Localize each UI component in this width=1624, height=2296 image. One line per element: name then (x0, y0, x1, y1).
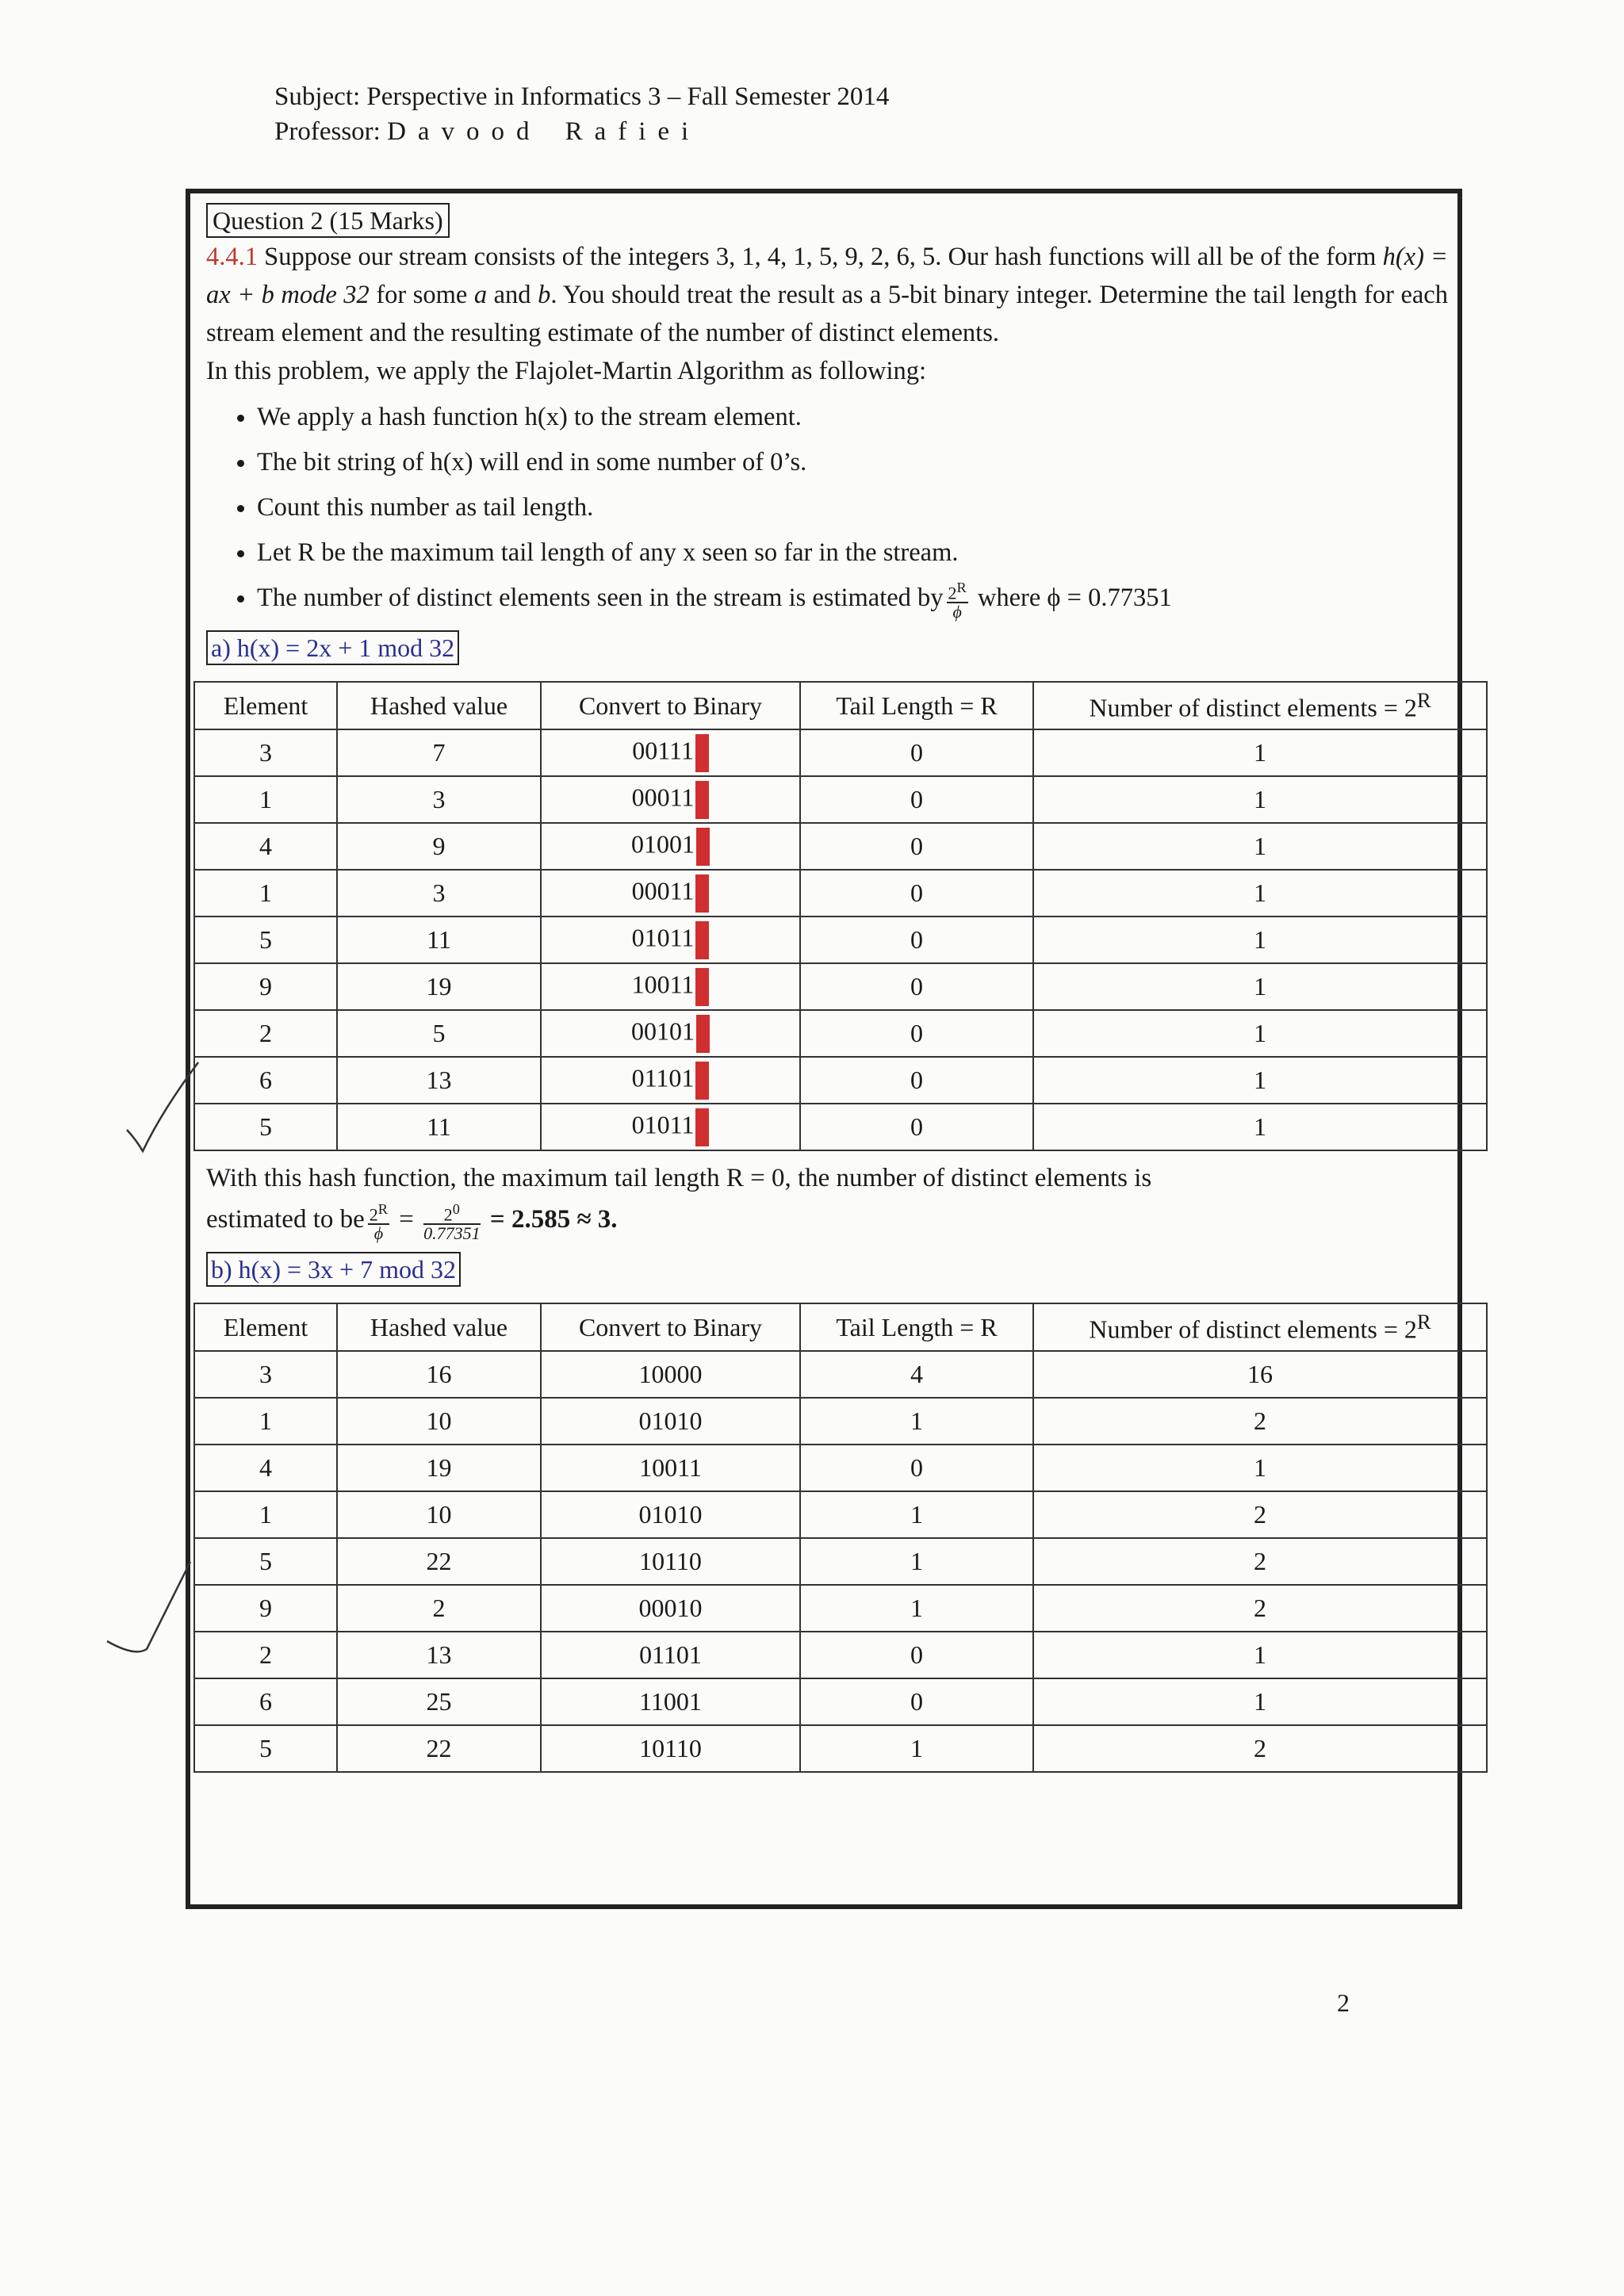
table-cell: 25 (337, 1678, 541, 1725)
table-cell: 01101 (541, 1632, 800, 1678)
table-cell: 1 (800, 1398, 1033, 1445)
part-b-label: b) h(x) = 3x + 7 mod 32 (206, 1252, 461, 1287)
column-header: Convert to Binary (541, 682, 800, 729)
table-cell: 0 (800, 1057, 1033, 1104)
professor-first-name: Davood (387, 117, 542, 146)
table-cell: 0 (800, 870, 1033, 916)
table-cell: 10011 (541, 1445, 800, 1491)
table-cell: 1 (1033, 1445, 1487, 1491)
table-cell: 1 (800, 1585, 1033, 1632)
table-cell: 1 (194, 1491, 337, 1538)
table-cell: 00101 (541, 1010, 800, 1057)
table-cell: 2 (1033, 1585, 1487, 1632)
table-cell: 01011 (541, 1104, 800, 1150)
table-row (194, 870, 1487, 916)
table-cell: 00011 (541, 870, 800, 916)
summary-result: = 2.585 ≈ 3. (489, 1205, 618, 1234)
table-row (194, 1057, 1487, 1104)
check-mark-icon (103, 1554, 214, 1665)
table-cell: 1 (194, 776, 337, 823)
table-cell: 2 (194, 1010, 337, 1057)
table-cell: 19 (337, 963, 541, 1010)
table-cell: 16 (1033, 1351, 1487, 1398)
table-cell: 6 (194, 1678, 337, 1725)
table-row (194, 1104, 1487, 1150)
table-cell: 7 (337, 729, 541, 776)
table-cell: 1 (800, 1538, 1033, 1585)
table-cell: 1 (1033, 823, 1487, 870)
step-item: • We apply a hash function h(x) to the stream element. (257, 395, 1448, 440)
highlight-mark (695, 734, 709, 772)
table-cell: 0 (800, 963, 1033, 1010)
table-cell: 1 (1033, 916, 1487, 963)
table-row (194, 1398, 1487, 1445)
table-cell: 19 (337, 1445, 541, 1491)
table-cell: 3 (337, 776, 541, 823)
step-item: • The number of distinct elements seen in the stream is estimated by $\frac{2^R}{\phi}$ where ϕ = 0.77351 (257, 576, 1448, 621)
hash-formula: h(x) = ax + b mode 32 (206, 243, 1448, 309)
table-cell: 5 (194, 1104, 337, 1150)
table-cell: 1 (194, 870, 337, 916)
table-cell: 1 (1033, 776, 1487, 823)
check-mark-icon (119, 1047, 206, 1173)
table-cell: 1 (1033, 1010, 1487, 1057)
table-row (194, 1351, 1487, 1398)
column-header: Convert to Binary (541, 1303, 800, 1351)
highlight-mark (695, 968, 709, 1006)
part-b-table (193, 1303, 1488, 1773)
column-header: Number of distinct elements = $2^R$ (1033, 682, 1487, 729)
table-cell: 0 (800, 1632, 1033, 1678)
table-cell: 5 (194, 1538, 337, 1585)
table-cell: 1 (1033, 1678, 1487, 1725)
table-cell: 0 (800, 776, 1033, 823)
table-cell: 4 (194, 823, 337, 870)
table-cell: 9 (194, 963, 337, 1010)
table-cell: 10 (337, 1398, 541, 1445)
summary-fraction: $\frac{2^R}{\phi}$ (369, 1200, 389, 1244)
column-header: Number of distinct elements = $2^R$ (1033, 1303, 1487, 1351)
table-cell: 0 (800, 823, 1033, 870)
professor-line (274, 114, 889, 149)
approach-text: In this problem, we apply the Flajolet-Martin Algorithm as following: (206, 357, 927, 385)
table-cell: 6 (194, 1057, 337, 1104)
table-cell: 01001 (541, 823, 800, 870)
highlight-mark (695, 781, 709, 819)
table-cell: 4 (194, 1445, 337, 1491)
table-cell: 16 (337, 1351, 541, 1398)
table-cell: 2 (194, 1632, 337, 1678)
table-cell: 10000 (541, 1351, 800, 1398)
table-cell: 1 (800, 1491, 1033, 1538)
table-cell: 2 (1033, 1725, 1487, 1772)
highlight-mark (696, 828, 710, 866)
table-cell: 9 (194, 1585, 337, 1632)
table-cell: 1 (1033, 1632, 1487, 1678)
table-cell: 0 (800, 1445, 1033, 1491)
table-cell: 13 (337, 1632, 541, 1678)
table-cell: 9 (337, 823, 541, 870)
summary-fraction-value: $\frac{2^0}{0.77351}$ (423, 1200, 481, 1244)
table-cell: 10110 (541, 1725, 800, 1772)
table-cell: 22 (337, 1725, 541, 1772)
table-row (194, 729, 1487, 776)
table-cell: 1 (1033, 1057, 1487, 1104)
column-header: Hashed value (337, 1303, 541, 1351)
table-cell: 10011 (541, 963, 800, 1010)
algorithm-steps (206, 395, 1448, 621)
table-cell: 1 (1033, 1104, 1487, 1150)
step-item: • Count this number as tail length. (257, 485, 1448, 530)
table-row (194, 776, 1487, 823)
table-cell: 2 (337, 1585, 541, 1632)
table-row (194, 916, 1487, 963)
table-cell: 11 (337, 916, 541, 963)
table-row (194, 1725, 1487, 1772)
table-cell: 5 (337, 1010, 541, 1057)
professor-label: Professor: (274, 117, 381, 146)
table-cell: 5 (194, 916, 337, 963)
table-cell: 11 (337, 1104, 541, 1150)
table-cell: 00010 (541, 1585, 800, 1632)
table-cell: 01101 (541, 1057, 800, 1104)
table-cell: 0 (800, 1678, 1033, 1725)
highlight-mark (695, 874, 709, 913)
table-header-row (194, 682, 1487, 729)
table-row (194, 1445, 1487, 1491)
part-a-summary: With this hash function, the maximum tail length R = 0, the number of distinct elements is estimated to be $\frac{2^R}{\phi}$ = $\frac{2^0}{0.77351}$ = 2.585 ≈ 3. (206, 1164, 1152, 1244)
table-cell: 10 (337, 1491, 541, 1538)
highlight-mark (695, 921, 709, 959)
table-row (194, 963, 1487, 1010)
table-cell: 00011 (541, 776, 800, 823)
column-header: Element (194, 682, 337, 729)
table-cell: 01010 (541, 1491, 800, 1538)
page-number: 2 (1337, 1988, 1350, 2017)
table-cell: 3 (337, 870, 541, 916)
highlight-mark (695, 1062, 709, 1100)
table-cell: 00111 (541, 729, 800, 776)
table-cell: 11001 (541, 1678, 800, 1725)
table-row (194, 1491, 1487, 1538)
highlight-mark (695, 1108, 709, 1146)
step-item: • The bit string of h(x) will end in some number of 0’s. (257, 440, 1448, 485)
table-cell: 3 (194, 729, 337, 776)
table-row (194, 1632, 1487, 1678)
highlight-mark (696, 1015, 710, 1053)
section-number: 4.4.1 (206, 243, 258, 271)
table-cell: 0 (800, 1010, 1033, 1057)
table-cell: 0 (800, 1104, 1033, 1150)
table-row (194, 823, 1487, 870)
table-cell: 10110 (541, 1538, 800, 1585)
table-row (194, 1010, 1487, 1057)
column-header: Tail Length = R (800, 1303, 1033, 1351)
table-cell: 4 (800, 1351, 1033, 1398)
page-header (274, 79, 889, 149)
table-row (194, 1585, 1487, 1632)
table-header-row (194, 1303, 1487, 1351)
table-row (194, 1678, 1487, 1725)
table-cell: 13 (337, 1057, 541, 1104)
column-header: Element (194, 1303, 337, 1351)
table-cell: 01010 (541, 1398, 800, 1445)
estimate-fraction: $\frac{2^R}{\phi}$ (948, 579, 967, 622)
question-title: Question 2 (15 Marks) (206, 203, 450, 238)
table-cell: 5 (194, 1725, 337, 1772)
subject-line: Subject: Perspective in Informatics 3 – Fall Semester 2014 (274, 82, 890, 111)
table-cell: 22 (337, 1538, 541, 1585)
column-header: Tail Length = R (800, 682, 1033, 729)
part-a-table (193, 681, 1488, 1151)
question-statement: 4.4.1 Suppose our stream consists of the integers 3, 1, 4, 1, 5, 9, 2, 6, 5. Our hash functions will all be of the form h(x) = ax + b mode 32 for some a and b. You should treat the result as a 5-bit binary integer. Determine the tail length for each stream element and the resulting estimate of the number of distinct elements. (206, 243, 1448, 347)
table-cell: 2 (1033, 1491, 1487, 1538)
professor-last-name: Rafiei (565, 117, 701, 146)
table-row (194, 1538, 1487, 1585)
table-cell: 1 (800, 1725, 1033, 1772)
table-cell: 2 (1033, 1538, 1487, 1585)
table-cell: 1 (1033, 870, 1487, 916)
table-cell: 3 (194, 1351, 337, 1398)
table-cell: 1 (194, 1398, 337, 1445)
column-header: Hashed value (337, 682, 541, 729)
table-cell: 1 (1033, 729, 1487, 776)
table-cell: 0 (800, 729, 1033, 776)
question-frame (186, 189, 1462, 1909)
table-cell: 2 (1033, 1398, 1487, 1445)
table-cell: 0 (800, 916, 1033, 963)
table-cell: 1 (1033, 963, 1487, 1010)
table-cell: 01011 (541, 916, 800, 963)
part-a-label: a) h(x) = 2x + 1 mod 32 (206, 630, 459, 665)
step-item: • Let R be the maximum tail length of any x seen so far in the stream. (257, 530, 1448, 576)
